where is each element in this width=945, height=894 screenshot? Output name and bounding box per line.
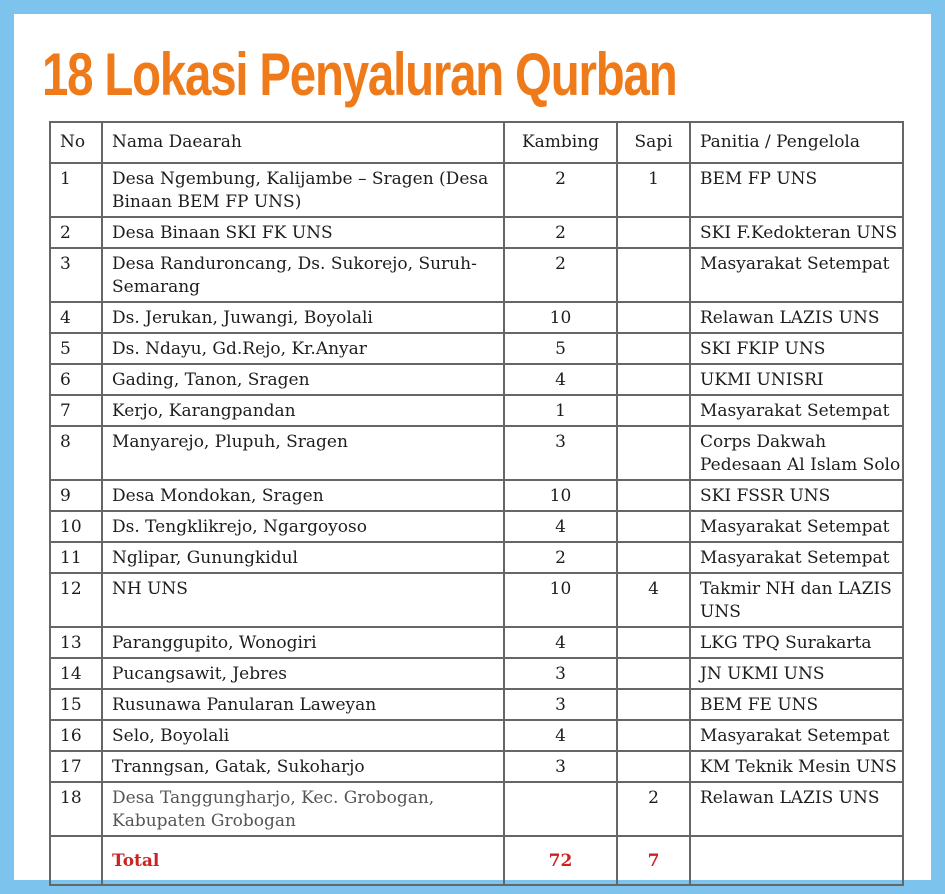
total-no-cell (50, 836, 102, 885)
cell-nama: Desa Ngembung, Kalijambe – Sragen (Desa Binaan BEM FP UNS) (102, 163, 504, 217)
table-row (50, 511, 903, 542)
total-label: Total (102, 836, 504, 885)
table-row (50, 217, 903, 248)
cell-nama: Desa Mondokan, Sragen (102, 480, 504, 511)
cell-kambing: 3 (504, 751, 617, 782)
total-row (50, 836, 903, 885)
table-row (50, 163, 903, 217)
cell-sapi (617, 658, 690, 689)
cell-no: 18 (50, 782, 102, 836)
cell-sapi (617, 395, 690, 426)
table-row (50, 480, 903, 511)
cell-kambing: 4 (504, 364, 617, 395)
cell-sapi (617, 511, 690, 542)
cell-panitia: SKI FKIP UNS (690, 333, 903, 364)
cell-kambing: 2 (504, 217, 617, 248)
page-title: 18 Lokasi Penyaluran Qurban (42, 41, 677, 108)
cell-nama: Ds. Tengklikrejo, Ngargoyoso (102, 511, 504, 542)
cell-panitia: Corps Dakwah Pedesaan Al Islam Solo (690, 426, 903, 480)
cell-nama: Paranggupito, Wonogiri (102, 627, 504, 658)
cell-panitia: KM Teknik Mesin UNS (690, 751, 903, 782)
cell-nama: Selo, Boyolali (102, 720, 504, 751)
cell-no: 5 (50, 333, 102, 364)
table-row (50, 364, 903, 395)
cell-sapi: 2 (617, 782, 690, 836)
cell-kambing: 10 (504, 573, 617, 627)
cell-kambing: 1 (504, 395, 617, 426)
header-nama: Nama Daearah (102, 122, 504, 163)
cell-kambing: 2 (504, 163, 617, 217)
cell-sapi (617, 364, 690, 395)
cell-nama: NH UNS (102, 573, 504, 627)
cell-panitia: UKMI UNISRI (690, 364, 903, 395)
table-row (50, 627, 903, 658)
qurban-table (49, 121, 904, 886)
total-sapi: 7 (617, 836, 690, 885)
cell-kambing: 5 (504, 333, 617, 364)
table-header-row (50, 122, 903, 163)
cell-no: 12 (50, 573, 102, 627)
cell-sapi: 1 (617, 163, 690, 217)
cell-sapi (617, 248, 690, 302)
cell-no: 4 (50, 302, 102, 333)
table-row (50, 689, 903, 720)
header-panitia: Panitia / Pengelola (690, 122, 903, 163)
cell-sapi (617, 689, 690, 720)
cell-nama: Nglipar, Gunungkidul (102, 542, 504, 573)
cell-sapi (617, 751, 690, 782)
cell-kambing (504, 782, 617, 836)
cell-panitia: BEM FE UNS (690, 689, 903, 720)
cell-panitia: Masyarakat Setempat (690, 542, 903, 573)
cell-sapi (617, 333, 690, 364)
content-panel (14, 14, 931, 880)
cell-nama: Kerjo, Karangpandan (102, 395, 504, 426)
cell-nama: Manyarejo, Plupuh, Sragen (102, 426, 504, 480)
total-kambing: 72 (504, 836, 617, 885)
table-row (50, 426, 903, 480)
table-row (50, 573, 903, 627)
cell-no: 3 (50, 248, 102, 302)
cell-kambing: 4 (504, 720, 617, 751)
cell-kambing: 10 (504, 302, 617, 333)
cell-panitia: Masyarakat Setempat (690, 511, 903, 542)
header-no: No (50, 122, 102, 163)
cell-sapi (617, 480, 690, 511)
cell-nama: Ds. Jerukan, Juwangi, Boyolali (102, 302, 504, 333)
cell-no: 10 (50, 511, 102, 542)
cell-kambing: 3 (504, 658, 617, 689)
cell-panitia: SKI FSSR UNS (690, 480, 903, 511)
cell-no: 16 (50, 720, 102, 751)
cell-no: 11 (50, 542, 102, 573)
table-row (50, 333, 903, 364)
cell-no: 7 (50, 395, 102, 426)
cell-no: 2 (50, 217, 102, 248)
cell-no: 13 (50, 627, 102, 658)
cell-sapi (617, 542, 690, 573)
cell-kambing: 4 (504, 511, 617, 542)
table-row (50, 658, 903, 689)
cell-kambing: 2 (504, 542, 617, 573)
cell-panitia: BEM FP UNS (690, 163, 903, 217)
cell-kambing: 3 (504, 689, 617, 720)
cell-nama: Desa Binaan SKI FK UNS (102, 217, 504, 248)
cell-nama: Pucangsawit, Jebres (102, 658, 504, 689)
cell-nama: Rusunawa Panularan Laweyan (102, 689, 504, 720)
cell-no: 14 (50, 658, 102, 689)
cell-no: 9 (50, 480, 102, 511)
table-row (50, 751, 903, 782)
cell-kambing: 2 (504, 248, 617, 302)
cell-nama: Gading, Tanon, Sragen (102, 364, 504, 395)
cell-sapi: 4 (617, 573, 690, 627)
table-row (50, 782, 903, 836)
cell-kambing: 3 (504, 426, 617, 480)
cell-sapi (617, 302, 690, 333)
cell-sapi (617, 720, 690, 751)
cell-nama: Tranngsan, Gatak, Sukoharjo (102, 751, 504, 782)
cell-nama: Desa Tanggungharjo, Kec. Grobogan, Kabupaten Grobogan (102, 782, 504, 836)
cell-panitia: JN UKMI UNS (690, 658, 903, 689)
table-row (50, 542, 903, 573)
cell-nama: Desa Randuroncang, Ds. Sukorejo, Suruh-Semarang (102, 248, 504, 302)
cell-sapi (617, 217, 690, 248)
cell-panitia: SKI F.Kedokteran UNS (690, 217, 903, 248)
table-row (50, 720, 903, 751)
cell-panitia: Takmir NH dan LAZIS UNS (690, 573, 903, 627)
cell-no: 17 (50, 751, 102, 782)
cell-panitia: Relawan LAZIS UNS (690, 302, 903, 333)
cell-panitia: Relawan LAZIS UNS (690, 782, 903, 836)
cell-no: 1 (50, 163, 102, 217)
cell-no: 8 (50, 426, 102, 480)
cell-no: 15 (50, 689, 102, 720)
cell-nama: Ds. Ndayu, Gd.Rejo, Kr.Anyar (102, 333, 504, 364)
cell-panitia: Masyarakat Setempat (690, 248, 903, 302)
cell-kambing: 4 (504, 627, 617, 658)
cell-panitia: Masyarakat Setempat (690, 720, 903, 751)
cell-sapi (617, 627, 690, 658)
cell-no: 6 (50, 364, 102, 395)
cell-panitia: LKG TPQ Surakarta (690, 627, 903, 658)
header-kambing: Kambing (504, 122, 617, 163)
cell-panitia: Masyarakat Setempat (690, 395, 903, 426)
table-row (50, 395, 903, 426)
cell-kambing: 10 (504, 480, 617, 511)
header-sapi: Sapi (617, 122, 690, 163)
total-panitia-cell (690, 836, 903, 885)
cell-sapi (617, 426, 690, 480)
table-row (50, 302, 903, 333)
table-row (50, 248, 903, 302)
